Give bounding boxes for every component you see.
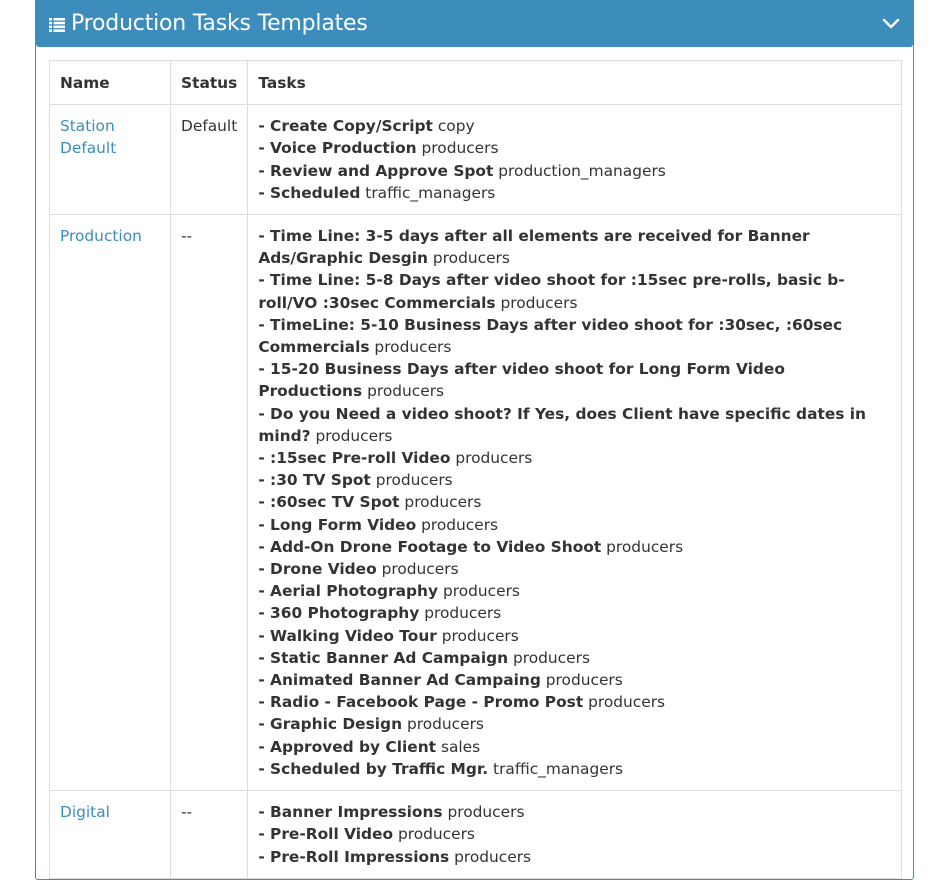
task-role: traffic_managers [365, 183, 496, 202]
task-role: producers [588, 693, 666, 712]
task-title: - Pre-Roll Video [258, 825, 394, 844]
task-item [258, 160, 891, 182]
task-role: sales [440, 737, 481, 756]
task-title: - Animated Banner Ad Campaing [258, 671, 541, 690]
task-role: producers [545, 671, 623, 690]
chevron-down-icon[interactable] [881, 13, 901, 33]
task-item [258, 514, 891, 536]
task-title: - :30 TV Spot [258, 471, 371, 490]
template-name-link[interactable]: Digital [60, 803, 110, 822]
task-item [258, 403, 891, 447]
task-title: - Approved by Client [258, 737, 437, 756]
task-role: producers [424, 604, 502, 623]
task-title: - Time Line: 3-5 days after all elements are received for Banner Ads/Graphic Desgin [258, 227, 810, 268]
task-role: producers [606, 537, 684, 556]
task-item [258, 736, 891, 758]
task-item [258, 115, 891, 137]
cell-status: Default [171, 105, 248, 215]
task-role: producers [406, 715, 484, 734]
task-item [258, 669, 891, 691]
task-title: - :15sec Pre-roll Video [258, 449, 451, 468]
template-name-link[interactable]: Station Default [60, 117, 117, 158]
task-item [258, 182, 891, 204]
task-item [258, 536, 891, 558]
task-title: - Voice Production [258, 139, 417, 158]
task-item [258, 491, 891, 513]
column-header-name: Name [50, 61, 171, 105]
task-item [258, 846, 891, 868]
task-item [258, 314, 891, 358]
task-role: producers [455, 449, 533, 468]
task-title: - 360 Photography [258, 604, 420, 623]
task-title: - Banner Impressions [258, 803, 443, 822]
task-title: - 15-20 Business Days after video shoot for Long Form Video Productions [258, 360, 785, 401]
task-title: - Aerial Photography [258, 582, 439, 601]
task-role: producers [421, 515, 499, 534]
task-title: - Create Copy/Script [258, 117, 433, 136]
panel-title: Production Tasks Templates [71, 11, 368, 36]
task-title: - Add-On Drone Footage to Video Shoot [258, 537, 602, 556]
task-title: - Scheduled by Traffic Mgr. [258, 759, 489, 778]
task-role: producers [375, 471, 453, 490]
task-role: producers [374, 338, 452, 357]
task-role: copy [437, 117, 475, 136]
table-row [50, 791, 902, 879]
cell-name [50, 215, 171, 791]
task-title: - TimeLine: 5-10 Business Days after video shoot for :30sec, :60sec Commercials [258, 315, 843, 357]
cell-status: -- [171, 791, 248, 879]
task-role: producers [441, 626, 519, 645]
task-title: - :60sec TV Spot [258, 493, 400, 512]
task-item [258, 647, 891, 669]
task-item [258, 269, 891, 313]
task-role: producers [404, 493, 482, 512]
templates-table-container [49, 60, 902, 879]
task-role: producers [512, 648, 590, 667]
cell-name [50, 791, 171, 879]
table-row [50, 215, 902, 791]
cell-tasks [248, 791, 902, 879]
task-role: producers [315, 426, 393, 445]
task-item [258, 447, 891, 469]
list-icon [49, 17, 65, 31]
cell-tasks [248, 215, 902, 791]
task-title: - Review and Approve Spot [258, 161, 494, 180]
task-role: producers [397, 825, 475, 844]
production-tasks-panel [35, 0, 914, 880]
task-title: - Do you Need a video shoot? If Yes, does Client have specific dates in mind? [258, 404, 867, 445]
task-item [258, 469, 891, 491]
task-item [258, 801, 891, 823]
task-title: - Pre-Roll Impressions [258, 847, 450, 866]
column-header-status: Status [171, 61, 248, 105]
cell-name [50, 105, 171, 215]
task-role: production_managers [498, 161, 666, 180]
task-role: producers [454, 847, 532, 866]
task-role: producers [432, 249, 510, 268]
task-item [258, 713, 891, 735]
templates-table [49, 60, 902, 879]
task-item [258, 580, 891, 602]
task-item [258, 691, 891, 713]
template-name-link[interactable]: Production [60, 227, 142, 246]
task-role: producers [367, 382, 445, 401]
task-item [258, 225, 891, 269]
task-role: producers [500, 293, 578, 312]
task-role: producers [381, 560, 459, 579]
task-title: - Long Form Video [258, 515, 417, 534]
task-title: - Graphic Design [258, 715, 403, 734]
cell-status: -- [171, 215, 248, 791]
task-title: - Walking Video Tour [258, 626, 437, 645]
task-title: - Scheduled [258, 183, 361, 202]
task-title: - Time Line: 5-8 Days after video shoot for :15sec pre-rolls, basic b-roll/VO :30sec Commercials [258, 271, 845, 312]
task-role: producers [447, 803, 525, 822]
task-role: producers [442, 582, 520, 601]
task-role: traffic_managers [493, 759, 624, 778]
task-item [258, 558, 891, 580]
task-item [258, 823, 891, 845]
task-title: - Drone Video [258, 560, 377, 579]
table-header-row [50, 61, 902, 105]
task-item [258, 137, 891, 159]
task-item [258, 602, 891, 624]
table-row [50, 105, 902, 215]
column-header-tasks: Tasks [248, 61, 902, 105]
cell-tasks [248, 105, 902, 215]
task-item [258, 358, 891, 402]
task-title: - Radio - Facebook Page - Promo Post [258, 693, 584, 712]
task-title: - Static Banner Ad Campaign [258, 648, 509, 667]
task-item [258, 625, 891, 647]
task-item [258, 758, 891, 780]
panel-header[interactable] [36, 0, 913, 47]
task-role: producers [421, 139, 499, 158]
